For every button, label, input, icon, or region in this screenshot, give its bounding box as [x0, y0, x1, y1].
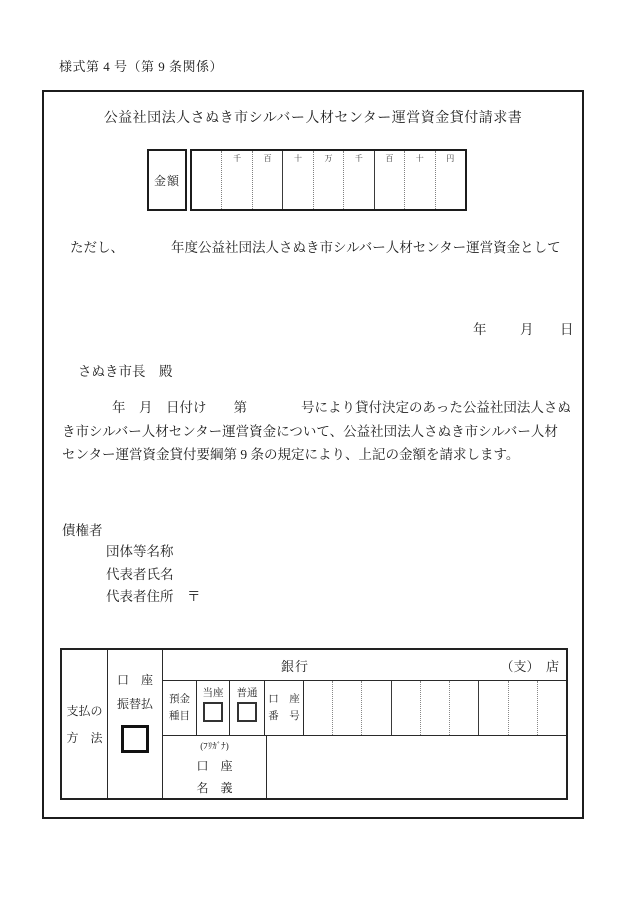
date-month-label: 月	[520, 322, 534, 337]
account-digit-cell[interactable]	[333, 681, 362, 735]
amount-digit-cell[interactable]	[253, 151, 283, 209]
date-day-label: 日	[560, 322, 574, 337]
ordinary-cell	[230, 681, 265, 735]
deposit-type-label: 種目	[169, 711, 190, 722]
body-line: センター運営資金貸付要綱第 9 条の規定により、上記の金額を請求します。	[62, 447, 520, 462]
amount-digit-cell[interactable]	[405, 151, 435, 209]
account-name-label: 名 義	[196, 780, 233, 795]
digit-header: 千	[233, 154, 242, 163]
amount-digit-cell[interactable]	[192, 151, 222, 209]
ordinary-checkbox[interactable]	[237, 702, 257, 722]
body-line: き市シルバー人材センター運営資金について、公益社団法人さぬき市シルバー人材	[62, 423, 558, 439]
bank-row	[163, 650, 566, 681]
amount-digit-grid	[190, 149, 467, 211]
proviso-text: 年度公益社団法人さぬき市シルバー人材センター運営資金として	[171, 240, 561, 255]
digit-header: 百	[385, 154, 394, 163]
amount-digit-cell[interactable]	[222, 151, 252, 209]
account-number-label: 番 号	[268, 711, 300, 722]
account-digit-cell[interactable]	[304, 681, 333, 735]
account-digit-cell[interactable]	[538, 681, 566, 735]
checking-label: 当座	[202, 688, 224, 699]
account-name-input-cell[interactable]	[267, 736, 566, 798]
account-number-label-cell	[265, 681, 304, 735]
creditor-field-rep-address: 代表者住所 〒	[106, 589, 201, 604]
form-number-label: 様式第 4 号（第 9 条関係）	[59, 59, 224, 74]
account-digit-cell[interactable]	[421, 681, 450, 735]
furigana-label: (ﾌﾘｶﾞﾅ)	[200, 740, 229, 751]
account-digit-cell[interactable]	[509, 681, 538, 735]
amount-digit-cell[interactable]	[344, 151, 374, 209]
amount-digit-cell[interactable]	[436, 151, 465, 209]
bank-label: 銀行	[281, 659, 310, 674]
account-transfer-label: 振替払	[116, 697, 153, 711]
account-name-label-cell	[163, 736, 267, 798]
digit-header: 十	[294, 154, 303, 163]
proviso-prefix: ただし、	[70, 240, 124, 255]
account-number-label: 口 座	[268, 694, 300, 705]
deposit-type-cell	[163, 681, 197, 735]
creditor-fields	[106, 540, 201, 608]
account-digit-cell[interactable]	[450, 681, 479, 735]
creditor-field-org-name: 団体等名称	[106, 544, 174, 559]
digit-header: 千	[354, 154, 363, 163]
digit-header: 円	[446, 154, 455, 163]
account-name-label: 口 座	[196, 758, 233, 773]
amount-digit-cell[interactable]	[314, 151, 344, 209]
payment-method-label: 方 法	[66, 731, 103, 745]
creditor-field-rep-name: 代表者氏名	[106, 566, 174, 582]
digit-header: 万	[324, 154, 333, 163]
deposit-type-label: 預金	[169, 694, 190, 705]
checking-cell	[197, 681, 230, 735]
payment-method-cell	[62, 650, 108, 798]
bank-section	[163, 650, 566, 798]
amount-digit-cell[interactable]	[375, 151, 405, 209]
transfer-checkbox[interactable]	[121, 725, 149, 753]
creditor-heading: 債権者	[62, 523, 103, 538]
payment-method-label: 支払の	[66, 704, 103, 718]
document-border	[42, 90, 584, 819]
digit-header: 百	[263, 154, 272, 163]
account-name-row	[163, 736, 566, 798]
account-digit-cell[interactable]	[392, 681, 421, 735]
amount-label-cell: 金額	[147, 149, 187, 211]
checking-checkbox[interactable]	[203, 702, 223, 722]
account-row	[163, 681, 566, 736]
digit-header: 十	[415, 154, 424, 163]
account-digit-cell[interactable]	[362, 681, 391, 735]
amount-digit-cell[interactable]	[283, 151, 313, 209]
ordinary-label: 普通	[236, 688, 258, 699]
account-transfer-label: 口 座	[116, 673, 153, 687]
account-digit-cell[interactable]	[479, 681, 508, 735]
body-line: 年 月 日付け 第 号により貸付決定のあった公益社団法人さぬ	[112, 400, 571, 415]
amount-table	[147, 149, 467, 211]
date-year-label: 年	[473, 322, 487, 337]
page-title: 公益社団法人さぬき市シルバー人材センター運営資金貸付請求書	[103, 111, 523, 126]
payment-method-table	[60, 648, 568, 800]
account-transfer-cell	[108, 650, 163, 798]
addressee: さぬき市長 殿	[78, 364, 173, 379]
body-paragraph	[62, 396, 584, 467]
branch-label: （支） 店	[500, 659, 559, 674]
